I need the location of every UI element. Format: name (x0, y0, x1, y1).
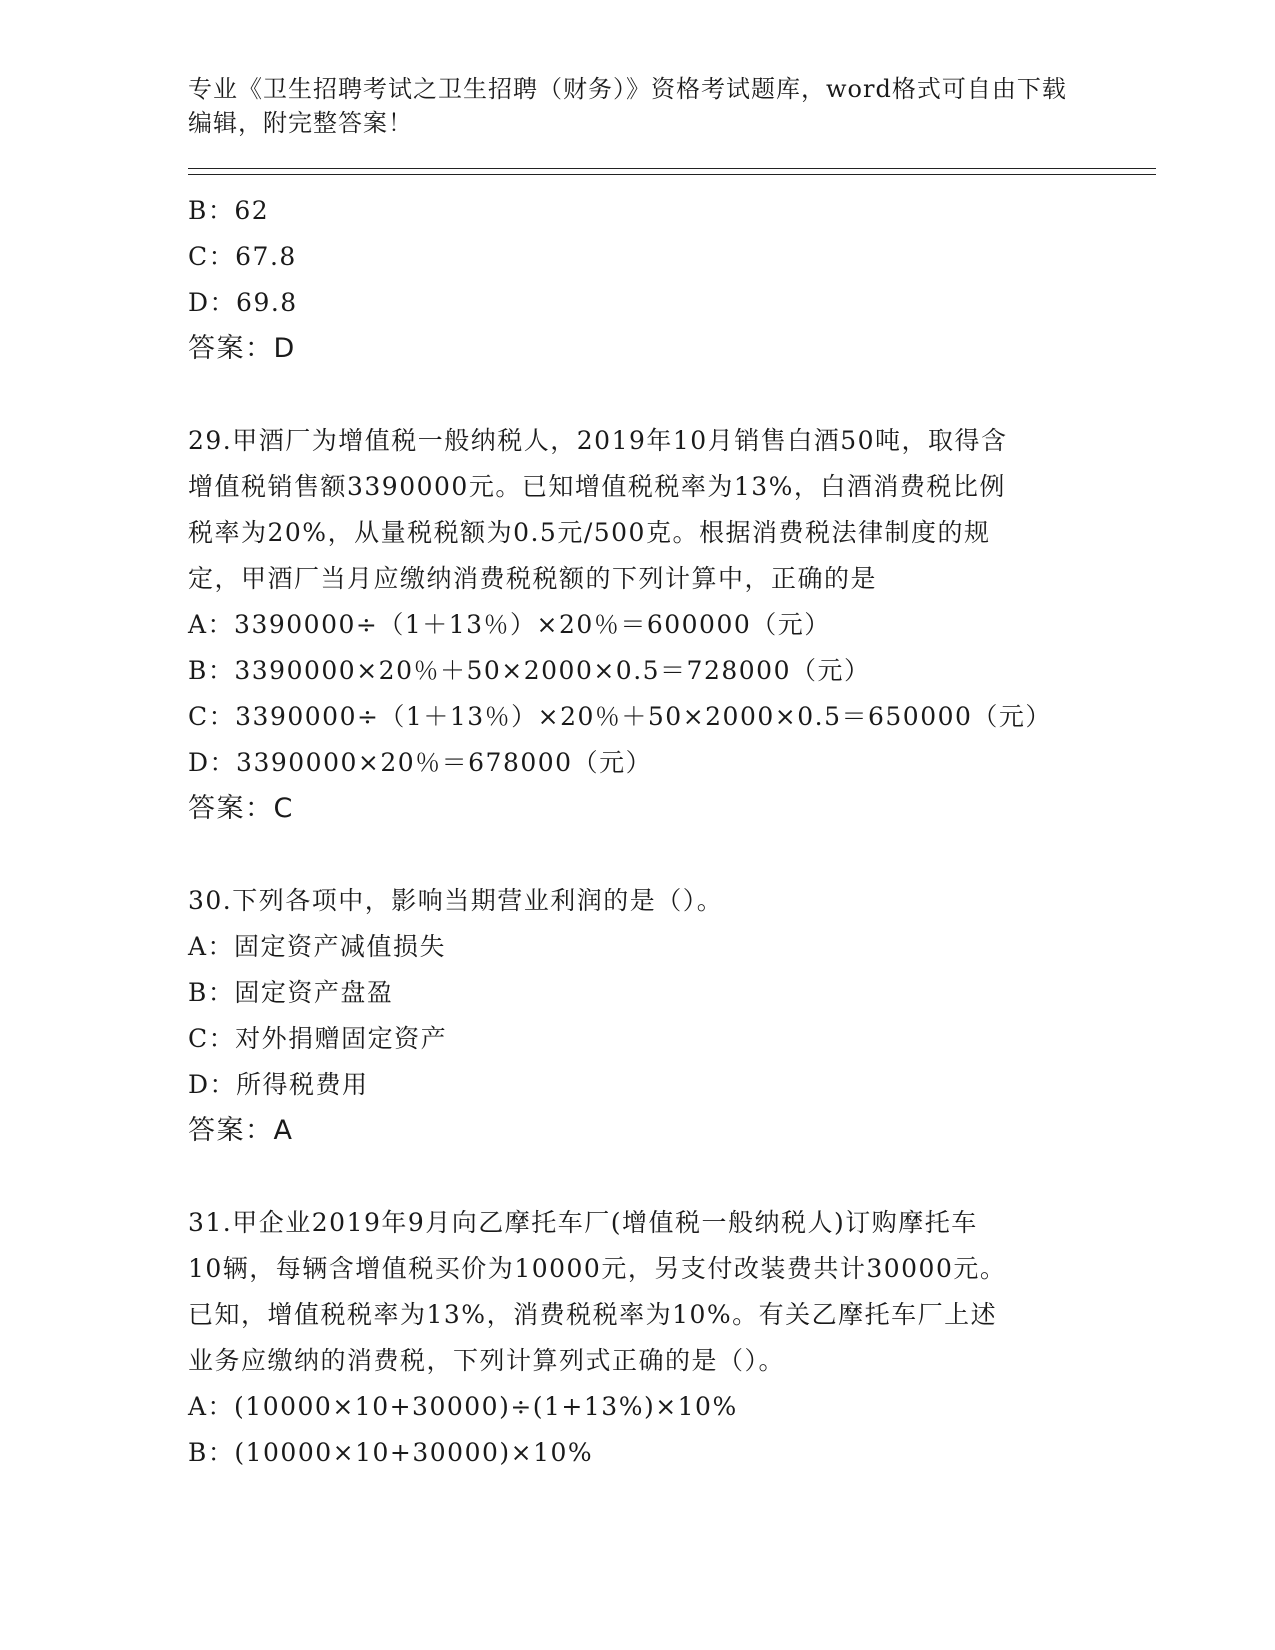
question-31 (188, 1200, 1088, 1476)
spacer (188, 1154, 1088, 1200)
q29-stem-line: 增值税销售额3390000元。已知增值税税率为13%，白酒消费税比例 (188, 472, 1006, 501)
q29-option-a: A：3390000÷（1＋13％）×20％＝600000（元） (188, 610, 831, 639)
q30-stem: 30.下列各项中，影响当期营业利润的是（）。 (188, 886, 724, 915)
q30-option-d: D：所得税费用 (188, 1070, 369, 1099)
q29-stem-line: 定，甲酒厂当月应缴纳消费税税额的下列计算中，正确的是 (188, 564, 878, 593)
header-line-1: 专业《卫生招聘考试之卫生招聘（财务）》资格考试题库，word格式可自由下载 (188, 75, 1067, 103)
q28-option-c: C：67.8 (188, 242, 297, 271)
document-header (188, 72, 1088, 140)
question-content (188, 188, 1088, 1476)
q31-stem-line: 业务应缴纳的消费税，下列计算列式正确的是（）。 (188, 1346, 786, 1375)
q29-option-d: D：3390000×20％＝678000（元） (188, 748, 653, 777)
q28-answer: 答案：D (188, 333, 296, 364)
question-28-tail (188, 188, 1088, 372)
header-rule-top (188, 168, 1156, 169)
spacer (188, 832, 1088, 878)
q29-stem-line: 税率为20%，从量税税额为0.5元/500克。根据消费税法律制度的规 (188, 518, 991, 547)
question-30 (188, 878, 1088, 1154)
q30-answer: 答案：A (188, 1115, 294, 1146)
q29-option-c: C：3390000÷（1＋13％）×20％＋50×2000×0.5＝650000（元） (188, 702, 1052, 731)
q30-option-b: B：固定资产盘盈 (188, 978, 394, 1007)
q30-option-c: C：对外捐赠固定资产 (188, 1024, 448, 1053)
q31-option-a: A：(10000×10+30000)÷(1+13%)×10% (188, 1392, 738, 1421)
header-line-2: 编辑，附完整答案！ (188, 109, 413, 137)
q29-option-b: B：3390000×20％＋50×2000×0.5＝728000（元） (188, 656, 871, 685)
q28-option-b: B：62 (188, 196, 270, 225)
q30-option-a: A：固定资产减值损失 (188, 932, 447, 961)
q28-option-d: D：69.8 (188, 288, 298, 317)
q29-answer: 答案：C (188, 793, 294, 824)
question-29 (188, 418, 1088, 832)
q31-option-b: B：(10000×10+30000)×10% (188, 1438, 594, 1467)
header-rule-bottom (188, 174, 1156, 175)
q31-stem-line: 31.甲企业2019年9月向乙摩托车厂(增值税一般纳税人)订购摩托车 (188, 1208, 978, 1237)
q29-stem-line: 29.甲酒厂为增值税一般纳税人，2019年10月销售白酒50吨，取得含 (188, 426, 1008, 455)
q31-stem-line: 已知，增值税税率为13%，消费税税率为10%。有关乙摩托车厂上述 (188, 1300, 998, 1329)
q31-stem-line: 10辆，每辆含增值税买价为10000元，另支付改装费共计30000元。 (188, 1254, 1007, 1283)
spacer (188, 372, 1088, 418)
